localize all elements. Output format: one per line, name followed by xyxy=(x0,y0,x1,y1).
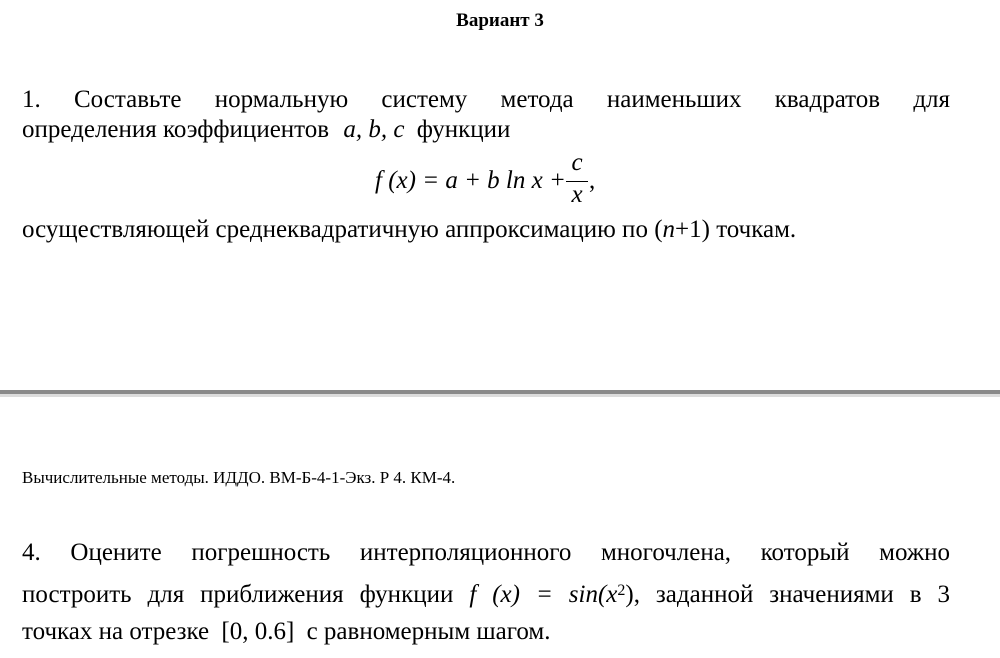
task1-line3-end: +1) точкам. xyxy=(675,216,797,243)
task4-func-lhs: f (x) = sin(x xyxy=(469,581,618,608)
task4-interval: [0, 0.6] xyxy=(221,618,295,645)
footer-course-info: Вычислительные методы. ИДДО. ВМ-Б-4-1-Экз. Р 4. КМ-4. xyxy=(22,468,456,487)
fraction-denominator: x xyxy=(571,181,583,208)
coef-a: a, xyxy=(343,116,363,143)
coef-c: c xyxy=(393,116,405,143)
task1-line2 xyxy=(22,115,950,145)
task4-func-power: 2 xyxy=(617,582,626,599)
task1-number: 1. xyxy=(22,86,41,113)
task1-line3 xyxy=(22,215,950,245)
formula-comma: , xyxy=(589,167,596,194)
task4-function xyxy=(469,581,633,608)
task1-line1-text: Составьте нормальную систему метода наименьших квадратов для xyxy=(74,86,951,113)
task1-n: n xyxy=(662,216,676,243)
coef-b: b, xyxy=(368,116,388,143)
task4-line1: 4. Оцените погрешность интерполяционного многочлена, который можно xyxy=(22,539,950,566)
task4-func-close: ) xyxy=(625,581,634,608)
variant-title: Вариант 3 xyxy=(456,10,544,31)
task1-line2-end: функции xyxy=(416,116,511,143)
task4-line2-start: построить для приближения функции xyxy=(22,581,454,608)
task4-line3-end: с равномерным шагом. xyxy=(306,618,551,645)
task1-line3-start: осуществляющей среднеквадратичную аппроксимацию по ( xyxy=(22,216,663,243)
task4-line3-start: точках на отрезке xyxy=(22,618,210,645)
task1-line1 xyxy=(22,85,950,115)
page-divider-shadow xyxy=(0,394,1000,397)
formula-lhs: f (x) = a + b ln x + xyxy=(375,167,566,194)
task4-line3 xyxy=(22,617,950,647)
task4-line2-end: , заданной значениями в 3 xyxy=(633,581,950,608)
task1-line2-text: определения коэффициентов xyxy=(22,116,330,143)
task4-line2 xyxy=(22,580,950,610)
fraction-numerator: c xyxy=(571,149,583,176)
